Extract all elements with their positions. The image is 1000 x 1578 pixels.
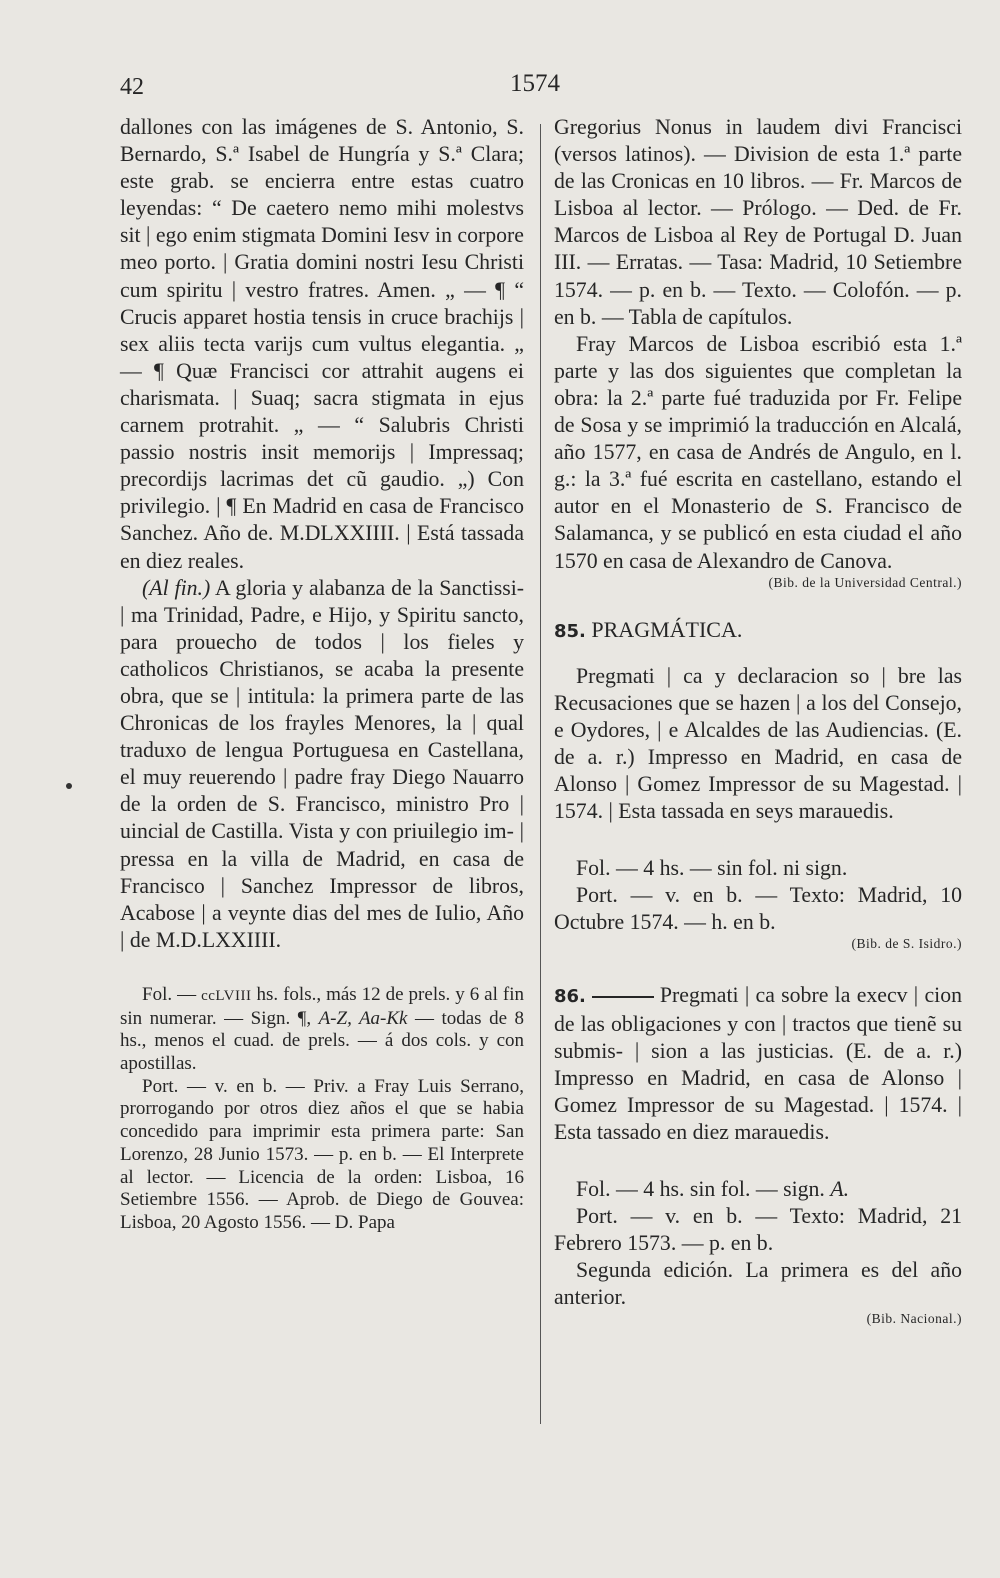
entry-85-body: Pregmati | ca y declaracion so | bre las Recusaciones que se hazen | a los del Consejo, e Oydores, | e Alcaldes de las Audiencias. (E. de a. r.) Impresso en Madrid, en casa de Alonso | Gomez Impressor de su Magestad. | 1574. | Esta tassada en seys marauedis. (554, 663, 962, 824)
source-note-3: (Bib. Nacional.) (866, 1311, 962, 1327)
entry-86-note-2: Port. — v. en b. — Texto: Madrid, 21 Febrero 1573. — p. en b. (554, 1204, 962, 1256)
left-note-1 (120, 984, 524, 1076)
colophon-paragraph (120, 575, 524, 954)
entry-85-title: PRAGMÁTICA. (591, 616, 743, 642)
entry-86-text: Pregmati | ca sobre la execv | cion de las obligaciones y con | tractos que tienẽ su submis- | sion a las justicias. (E. de a. r.) Impresso en Madrid, en casa de Alonso | Gomez Impressor de su Magestad. | 1574. | Esta tassado en diez marauedis. (554, 983, 962, 1144)
left-paragraph-1: dallones con las imágenes de S. Antonio, S. Bernardo, S.ª Isabel de Hungría y S.ª Clara; este grab. se encierra entre estas cuatro leyendas: “ De caetero nemo mihi molestvs sit | ego enim stigmata Domini Iesv in corpore meo porto. | Gratia domini nostri Iesu Christi cum spiritu | vestro fratres. Amen. „ — ¶ “ Crucis apparet hostia tensis in cruce brachijs | sex aliis tecta varijs cum vultus elegantia. „ — ¶ Quæ Francisci cor attrahit augens ei charismata. | Suaq; sacra stigmata in ejus carnem protrahit. „ — “ Salubris Christi passio nostris insit memorijs | Impressaq; precordijs lacrimas det cũ gaudio. „) Con privilegio. | ¶ En Madrid en casa de Francisco Sanchez. Año de. M.DLXXIIII. | Está tassada en diez reales. (120, 115, 524, 573)
ditto-dash (592, 996, 654, 998)
note-quires: — todas de 8 hs., menos el cuad. de prels. — á dos cols. y con apostillas. (120, 1007, 524, 1075)
column-divider (540, 124, 541, 1424)
left-column (120, 114, 524, 1235)
ink-speck (66, 783, 72, 789)
right-column (554, 114, 962, 1327)
entry-85-note-2: Port. — v. en b. — Texto: Madrid, 10 Octubre 1574. — h. en b. (554, 883, 962, 935)
running-head-year: 1574 (510, 70, 560, 97)
source-note-1: (Bib. de la Universidad Central.) (768, 574, 962, 590)
note-sign: hs. fols., más 12 de prels. y 6 al fin sin numerar. — Sign. ¶, (120, 983, 524, 1029)
note-roman-count: ccLVIII (201, 987, 252, 1004)
right-paragraph-2: Fray Marcos de Lisboa escribió esta 1.ª parte y las dos siguientes que completan la obra: la 2.ª parte fué traduzida por Fr. Felipe de Sosa y se imprimió la traducción en Alcalá, año 1577, en casa de Andrés de Angulo, en l. g.: la 3.ª fué escrita en castellano, estando el autor en el Monasterio de S. Francisco de Salamanca, y se publicó en esta ciudad el año 1570 en casa de Alexandro de Canova. (554, 331, 962, 573)
colophon-text: A gloria y alabanza de la Sanctissi- | ma Trinidad, Padre, e Hijo, y Spiritu sancto, para prouecho de todos | los fieles y catholicos Christianos, se acaba la presente obra, que se | intitula: la primera parte de las Chronicas de los frayles Menores, la | qual traduxo de lengua Portuguesa en Castellana, el muy reuerendo | padre fray Diego Nauarro de la orden de S. Francisco, ministro Pro | uincial de Castilla. Vista y con priuilegio im- | pressa en la villa de Madrid, en casa de Francisco | Sanchez Impressor de libros, Acabose | a veynte dias del mes de Iulio, Año | de M.D.LXXIIII. (120, 575, 525, 952)
entry-85-number: 85. (554, 620, 586, 642)
right-paragraph-1: Gregorius Nonus in laudem divi Francisci (versos latinos). — Division de esta 1.ª parte de las Cronicas en 10 libros. — Fr. Marcos de Lisboa al lector. — Prólogo. — Ded. de Fr. Marcos de Lisboa al Rey de Portugal D. Juan III. — Erratas. — Tasa: Madrid, 10 Setiembre 1574. — p. en b. — Texto. — Colofón. — p. en b. — Tabla de capítulos. (554, 115, 962, 329)
entry-86-note-1 (554, 1176, 962, 1203)
source-note-2: (Bib. de S. Isidro.) (851, 936, 962, 952)
colophon-label: (Al fin.) (142, 575, 211, 600)
left-note-2: Port. — v. en b. — Priv. a Fray Luis Serrano, prorrogando por otros diez años el que se habia concedido para imprimir esta primera parte: San Lorenzo, 28 Junio 1573. — p. en b. — El Interprete al lector. — Licencia de la orden: Lisboa, 16 Setiembre 1556. — Aprob. de Diego de Gouvea: Lisboa, 20 Agosto 1556. — D. Papa (120, 1075, 524, 1233)
entry-85-note-1: Fol. — 4 hs. — sin fol. ni sign. (576, 856, 848, 881)
entry-86-body (554, 982, 962, 1146)
entry-86-note-3: Segunda edición. La primera es del año anterior. (554, 1258, 962, 1310)
entry-85-heading (554, 617, 962, 643)
note-fol: Fol. — (142, 983, 202, 1005)
page-number: 42 (120, 74, 144, 100)
entry-86-fol: Fol. — 4 hs. sin fol. — sign. (576, 1177, 831, 1201)
entry-86-sign: A. (830, 1177, 850, 1201)
entry-86-number: 86. (554, 986, 586, 1008)
note-signatures: A-Z, Aa-Kk (318, 1007, 408, 1029)
